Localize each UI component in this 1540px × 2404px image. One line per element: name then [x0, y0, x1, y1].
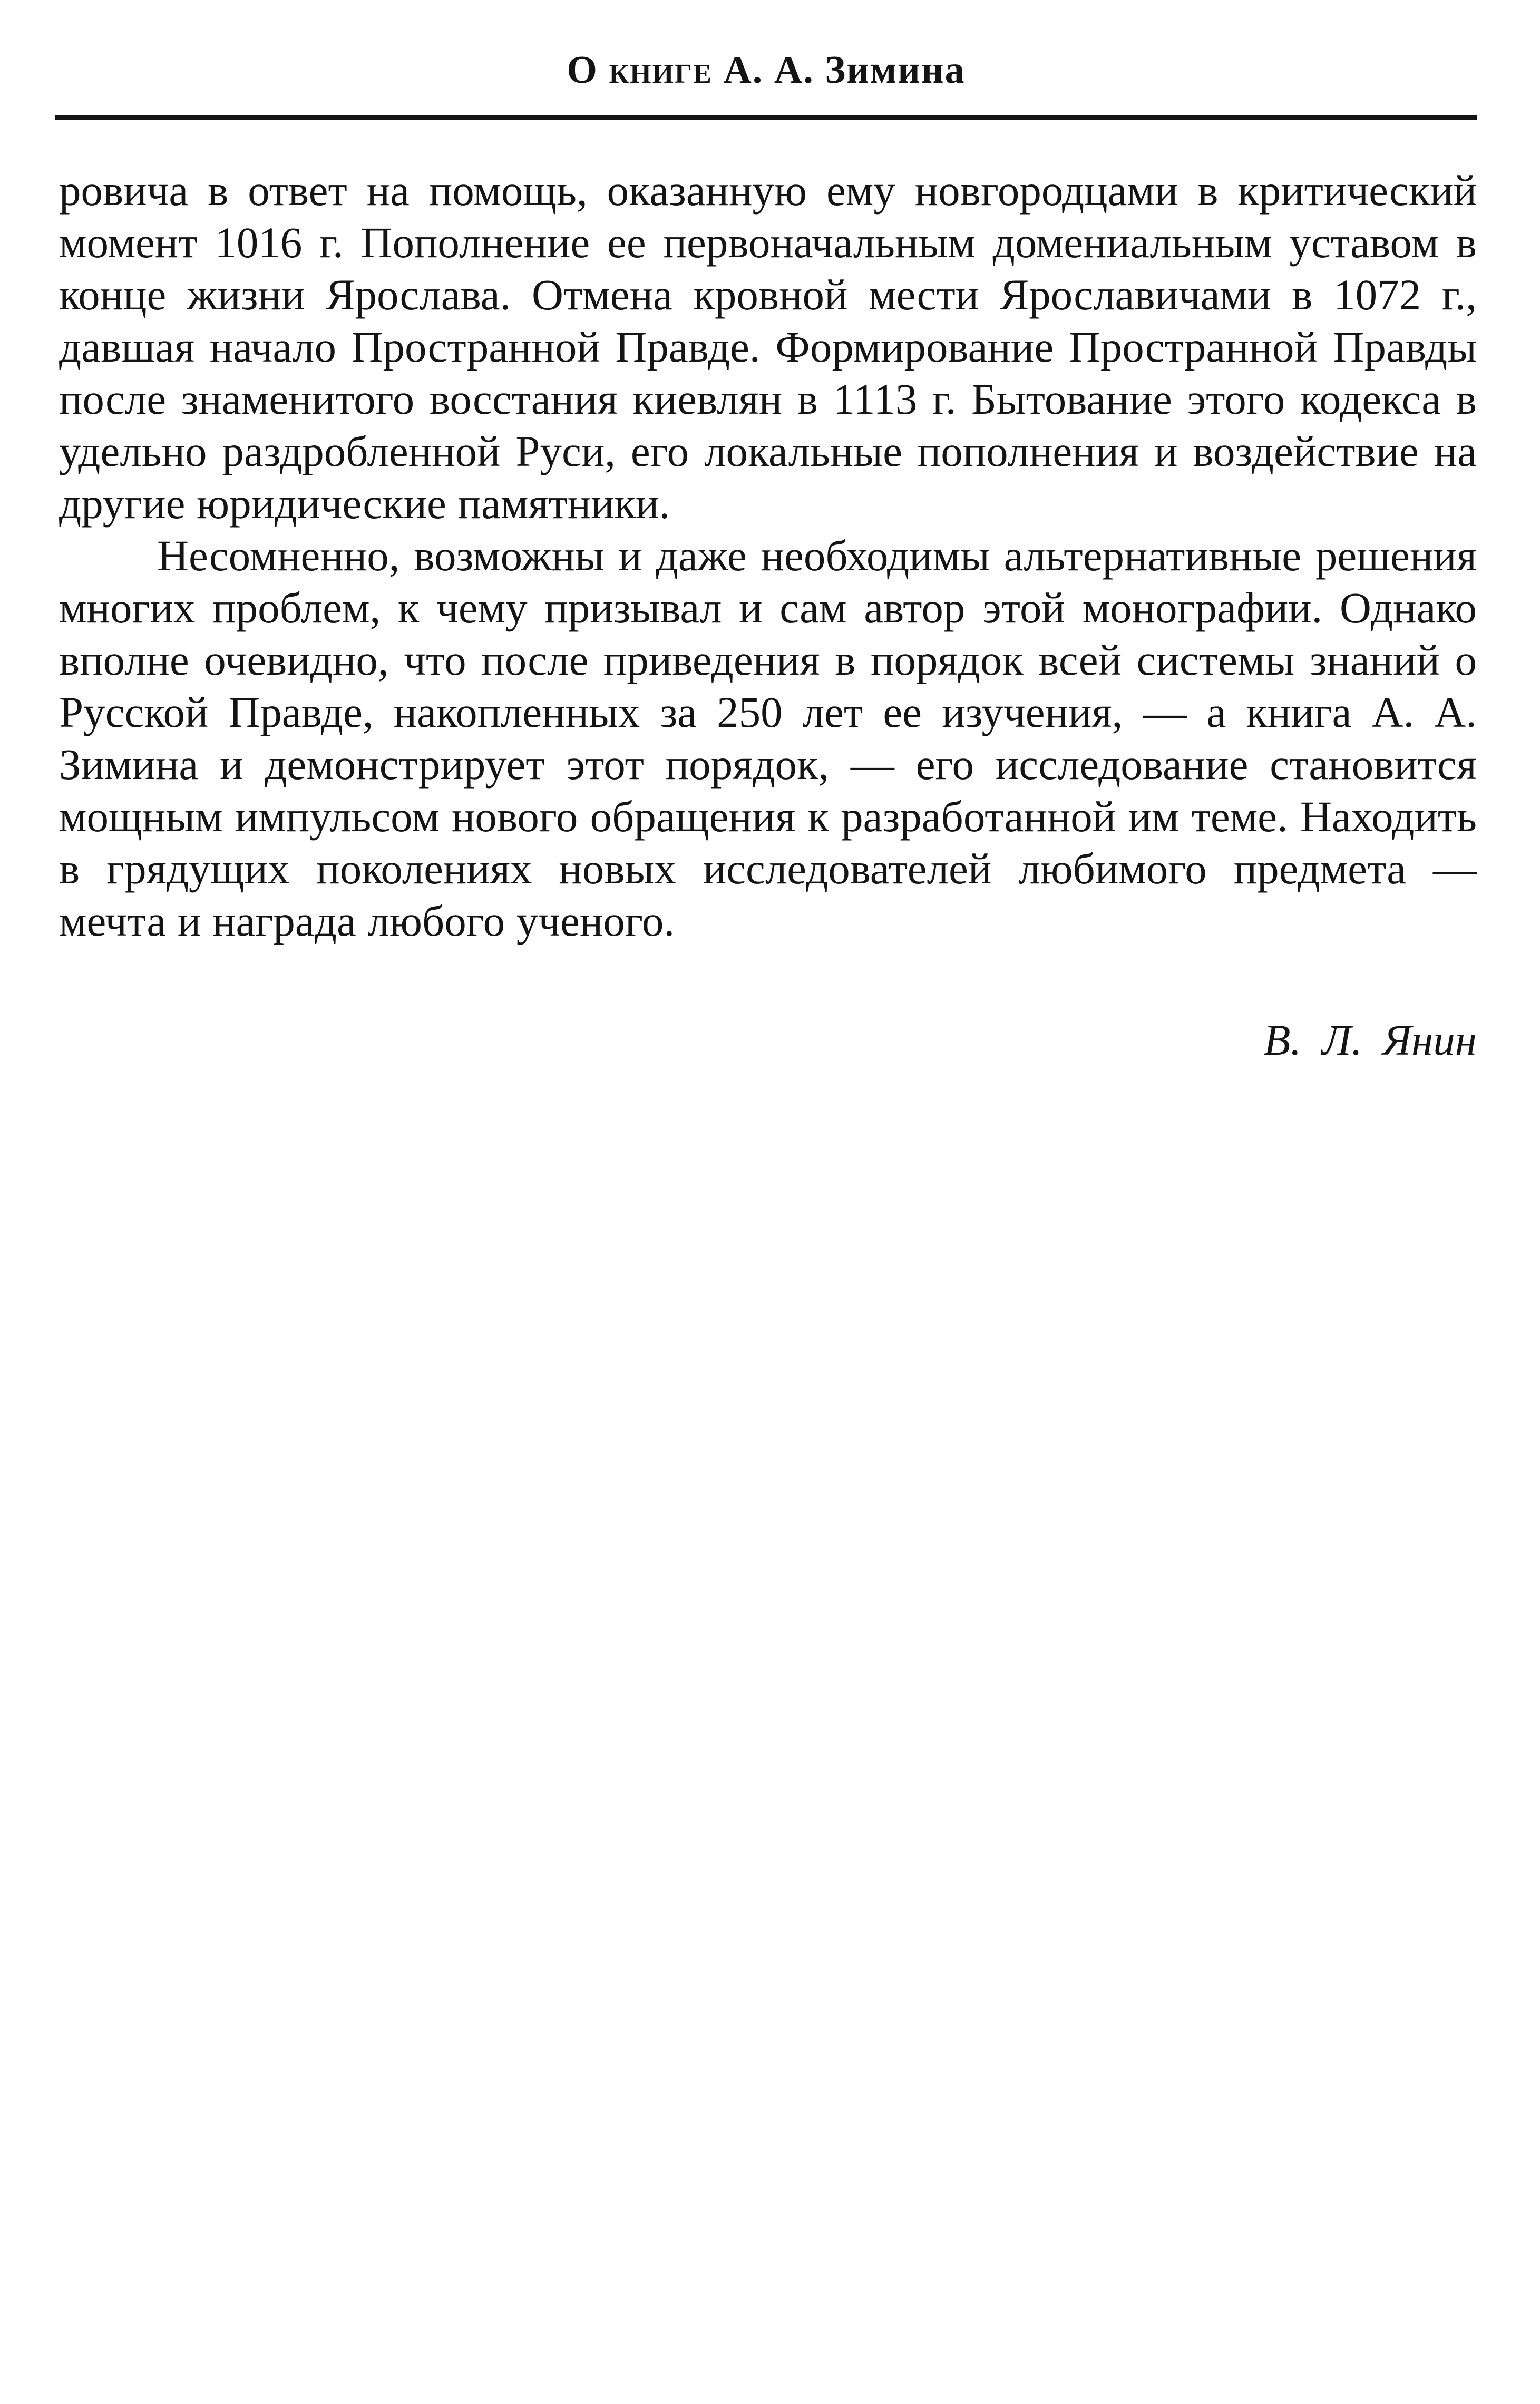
running-head: [55, 48, 1477, 92]
author-signature: В. Л. Янин: [1263, 1016, 1477, 1064]
body-text: [59, 164, 1477, 947]
paragraph-continuation: ровича в ответ на помощь, оказанную ему новгородцами в критический момент 1016 г. Пополнение ее первоначальным домениальным уставом в конце жизни Ярослава. Отмена кровной мести Ярославичами в 1072 г., давшая начало Пространной Правде. Формирование Пространной Правды после знаменитого восстания киевлян в 1113 г. Бытование этого кодекса в удельно раздробленной Руси, его локальные пополнения и воздействие на другие юридические памятники.: [59, 166, 1477, 528]
paragraph-conclusion: Несомненно, возможны и даже необходимы альтернативные решения многих проблем, к чему призывал и сам автор этой монографии. Однако вполне очевидно, что после приведения в порядок всей системы знаний о Русской Правде, накопленных за 250 лет ее изучения, — а книга А. А. Зимина и демонстрирует этот порядок, — его исследование становится мощным импульсом нового обращения к разработанной им теме. Находить в грядущих поколениях новых исследователей любимого предмета — мечта и награда любого ученого.: [59, 531, 1477, 945]
running-head-small-caps: книге: [609, 48, 713, 92]
running-head-suffix: А. А. Зимина: [723, 48, 966, 92]
running-head-prefix: О: [567, 48, 598, 92]
header-rule: [55, 115, 1477, 120]
